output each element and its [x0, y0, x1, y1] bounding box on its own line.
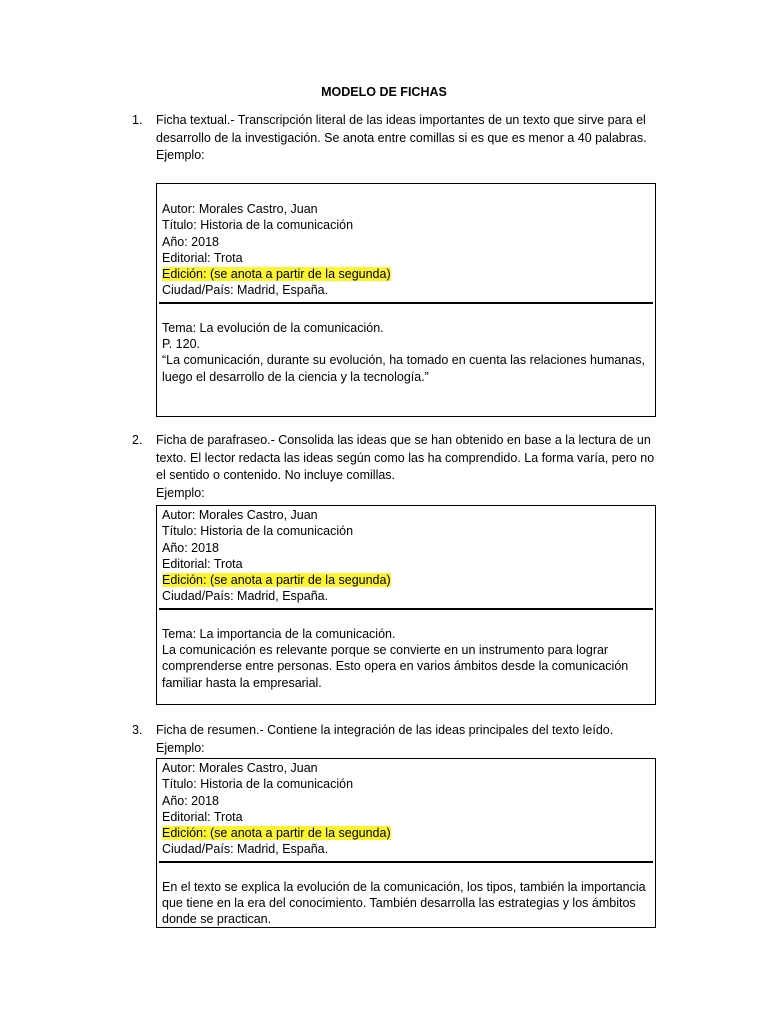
- card-author: Autor: Morales Castro, Juan: [162, 202, 318, 216]
- page-title: MODELO DE FICHAS: [321, 85, 447, 99]
- card-title: Título: Historia de la comunicación: [162, 218, 354, 233]
- section-ficha-textual: [132, 112, 662, 165]
- example-card-resumen: [156, 758, 656, 928]
- card-quote: “La comunicación, durante su evolución, ha tomado en cuenta las relaciones humanas, luego el desarrollo de la ciencia y la tecnología.”: [162, 353, 645, 384]
- card-title: Título: Historia de la comunicación: [162, 524, 354, 539]
- example-label: Ejemplo:: [156, 148, 205, 162]
- card-edition-highlight: Edición: (se anota a partir de la segunda): [162, 267, 391, 282]
- card-body: [157, 304, 655, 385]
- section-description: Ficha de parafraseo.- Consolida las ideas que se han obtenido en base a la lectura de un texto. El lector redacta las ideas según como las ha comprendido. La forma varía, pero no el sentido o contenido. No incluye comillas.: [156, 433, 655, 482]
- section-number: 3.: [132, 723, 143, 737]
- card-page: P. 120.: [162, 337, 201, 352]
- card-author: Autor: Morales Castro, Juan: [162, 508, 318, 522]
- example-card-parafraseo: [156, 505, 656, 705]
- card-bibliography: [157, 759, 655, 861]
- card-body: [157, 610, 655, 691]
- card-edition-highlight: Edición: (se anota a partir de la segunda): [162, 573, 391, 588]
- card-author: Autor: Morales Castro, Juan: [162, 761, 318, 775]
- card-bibliography: [157, 506, 655, 608]
- card-city: Ciudad/País: Madrid, España.: [162, 842, 329, 857]
- card-publisher: Editorial: Trota: [162, 250, 243, 265]
- card-topic: Tema: La importancia de la comunicación.: [162, 626, 396, 641]
- card-title: Título: Historia de la comunicación: [162, 777, 354, 792]
- card-publisher: Editorial: Trota: [162, 809, 243, 824]
- section-description: Ficha textual.- Transcripción literal de las ideas importantes de un texto que sirve para el desarrollo de la investigación. Se anota entre comillas si es que es menor a 40 palabras.: [156, 113, 647, 145]
- card-year: Año: 2018: [162, 793, 219, 808]
- card-body: [157, 863, 655, 928]
- card-edition-highlight: Edición: (se anota a partir de la segunda): [162, 826, 391, 841]
- section-description: Ficha de resumen.- Contiene la integración de las ideas principales del texto leído.: [156, 723, 614, 737]
- card-city: Ciudad/País: Madrid, España.: [162, 283, 329, 298]
- section-ficha-parafraseo: [132, 432, 662, 502]
- section-ficha-resumen: [132, 722, 662, 757]
- card-bibliography: [157, 184, 655, 302]
- card-year: Año: 2018: [162, 234, 219, 249]
- card-city: Ciudad/País: Madrid, España.: [162, 589, 329, 604]
- card-publisher: Editorial: Trota: [162, 556, 243, 571]
- card-paraphrase: La comunicación es relevante porque se convierte en un instrumento para lograr comprenderse entre personas. Esto opera en varios ámbitos desde la comunicación familiar hasta la empresarial.: [162, 643, 629, 690]
- card-year: Año: 2018: [162, 540, 219, 555]
- section-number: 1.: [132, 113, 143, 127]
- example-label: Ejemplo:: [156, 485, 205, 500]
- example-label: Ejemplo:: [156, 740, 205, 755]
- section-number: 2.: [132, 433, 143, 447]
- card-summary: En el texto se explica la evolución de la comunicación, los tipos, también la importancia que tiene en la era del conocimiento. También desarrolla las estrategias y los ámbitos donde se practican.: [162, 879, 646, 927]
- card-topic: Tema: La evolución de la comunicación.: [162, 320, 384, 335]
- example-card-textual: [156, 183, 656, 417]
